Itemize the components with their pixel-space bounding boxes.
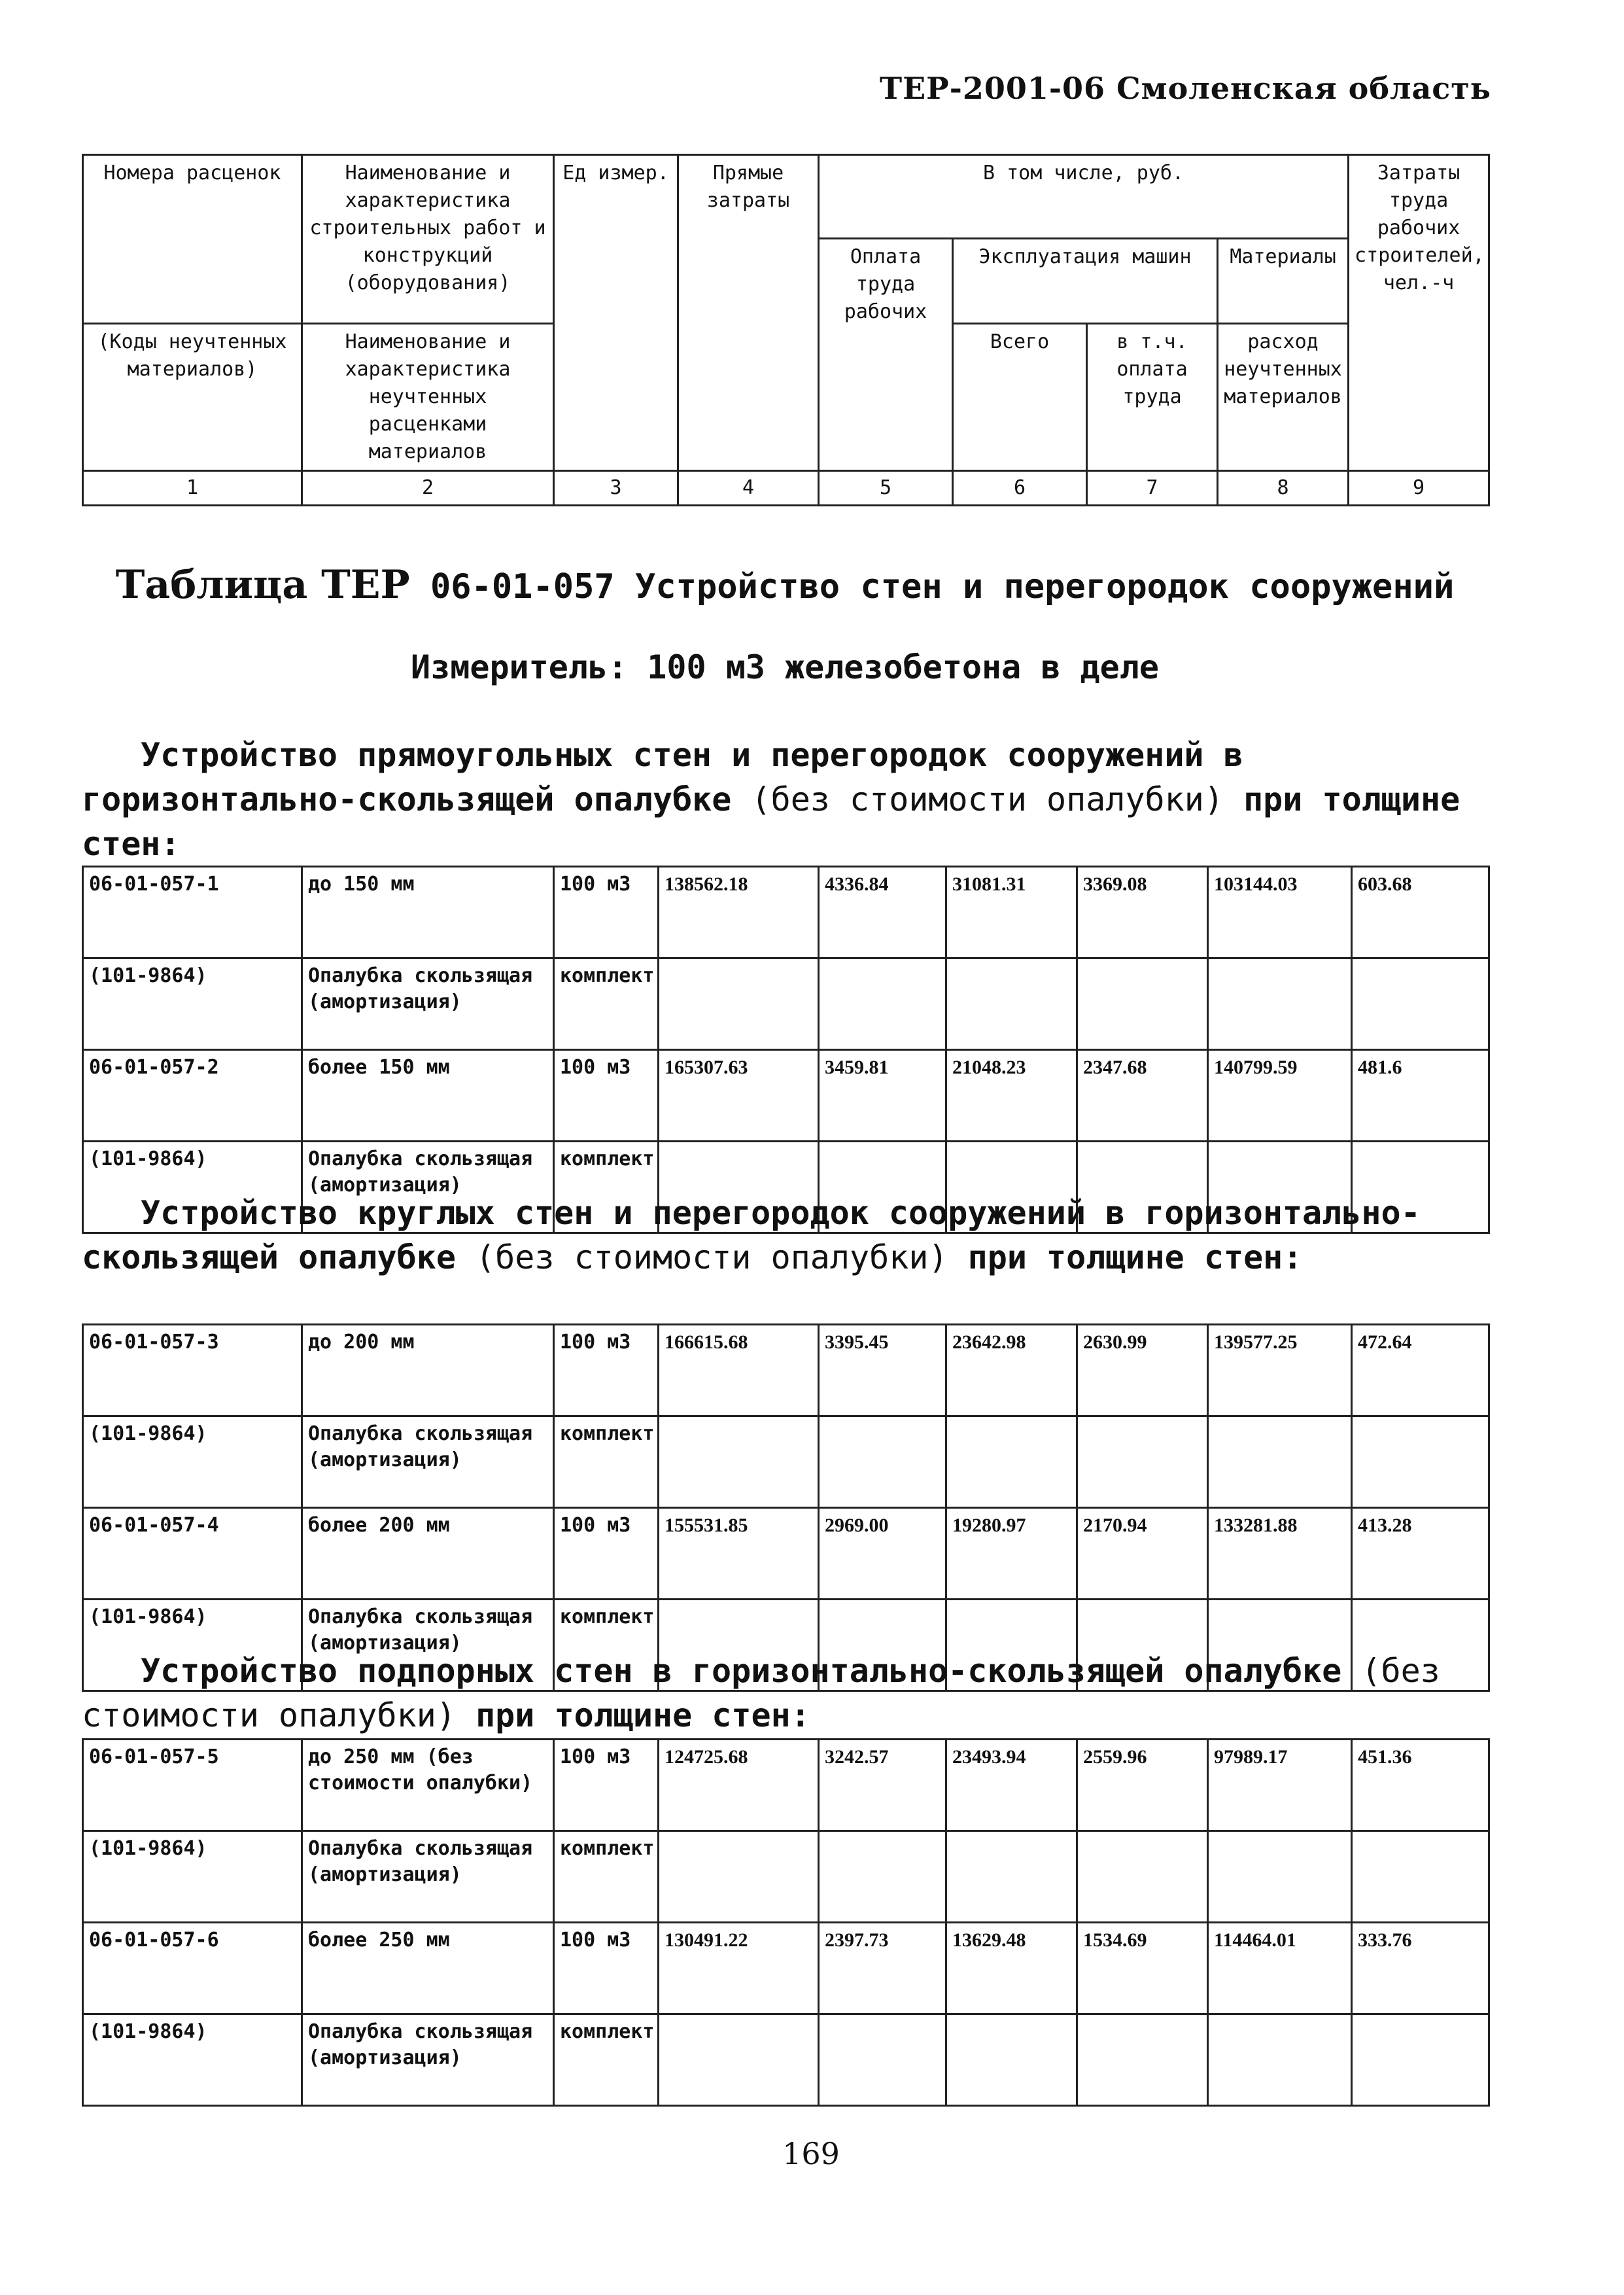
table-measure: Измеритель: 100 м3 железобетона в деле	[411, 648, 1159, 686]
direct-costs	[659, 958, 819, 1050]
table-row	[83, 1923, 1489, 2014]
table-row	[83, 867, 1489, 958]
page-number: 169	[782, 2136, 840, 2171]
header-wages-cell: Оплата труда рабочих	[819, 239, 953, 471]
column-number: 2	[302, 471, 554, 506]
unit: 100 м3	[554, 1050, 659, 1142]
machines-wages	[1077, 1831, 1208, 1923]
running-header: ТЕР-2001-06 Смоленская область	[879, 71, 1491, 106]
table-row	[83, 1508, 1489, 1600]
table-row	[83, 1740, 1489, 1831]
table-row	[83, 958, 1489, 1050]
labor-hours: 603.68	[1352, 867, 1489, 958]
labor-hours: 413.28	[1352, 1508, 1489, 1600]
direct-costs	[659, 1416, 819, 1508]
wages	[819, 2014, 946, 2106]
wages: 3395.45	[819, 1325, 946, 1416]
direct-costs	[659, 2014, 819, 2106]
unit: 100 м3	[554, 1508, 659, 1600]
machines-wages: 2347.68	[1077, 1050, 1208, 1142]
rates-table	[82, 866, 1490, 1234]
table-title-lead: Таблица ТЕР	[115, 562, 410, 608]
header-code-cell: Номера расценок	[83, 155, 302, 324]
direct-costs: 166615.68	[659, 1325, 819, 1416]
machines-wages	[1077, 2014, 1208, 2106]
rate-code: 06-01-057-4	[83, 1508, 302, 1600]
column-number: 8	[1218, 471, 1349, 506]
materials: 103144.03	[1208, 867, 1352, 958]
header-material-codes-cell: (Коды неучтенных материалов)	[83, 324, 302, 471]
labor-hours: 472.64	[1352, 1325, 1489, 1416]
labor-hours: 333.76	[1352, 1923, 1489, 2014]
material-name: Опалубка скользящая (амортизация)	[302, 1831, 554, 1923]
wages	[819, 958, 946, 1050]
rate-code: 06-01-057-3	[83, 1325, 302, 1416]
header-machines-wages-cell: в т.ч. оплата труда	[1087, 324, 1218, 471]
rate-code: 06-01-057-6	[83, 1923, 302, 2014]
unit: комплект	[554, 1142, 659, 1233]
machines-wages: 2630.99	[1077, 1325, 1208, 1416]
work-name: до 150 мм	[302, 867, 554, 958]
labor-hours: 451.36	[1352, 1740, 1489, 1831]
wages: 2397.73	[819, 1923, 946, 2014]
header-material-names-cell: Наименование и характеристика неучтенных расценками материалов	[302, 324, 554, 471]
machines-total	[946, 2014, 1077, 2106]
work-name: до 250 мм (без стоимости опалубки)	[302, 1740, 554, 1831]
unit: комплект	[554, 958, 659, 1050]
machines-wages	[1077, 958, 1208, 1050]
column-number: 6	[953, 471, 1087, 506]
work-name: более 150 мм	[302, 1050, 554, 1142]
work-name: более 200 мм	[302, 1508, 554, 1600]
column-header-table	[82, 154, 1490, 506]
machines-total: 21048.23	[946, 1050, 1077, 1142]
table-row	[83, 2014, 1489, 2106]
column-number: 7	[1087, 471, 1218, 506]
header-material-usage-cell: расход неучтенных материалов	[1218, 324, 1349, 471]
materials	[1208, 2014, 1352, 2106]
rate-code: 06-01-057-2	[83, 1050, 302, 1142]
material-name: Опалубка скользящая (амортизация)	[302, 2014, 554, 2106]
direct-costs: 130491.22	[659, 1923, 819, 2014]
material-code: (101-9864)	[83, 1416, 302, 1508]
header-including-group: В том числе, руб.	[819, 155, 1349, 239]
column-number: 9	[1349, 471, 1489, 506]
unit: 100 м3	[554, 1740, 659, 1831]
unit: 100 м3	[554, 1325, 659, 1416]
material-code: (101-9864)	[83, 1831, 302, 1923]
machines-wages: 3369.08	[1077, 867, 1208, 958]
direct-costs: 155531.85	[659, 1508, 819, 1600]
machines-total	[946, 958, 1077, 1050]
header-labor-hours-cell: Затраты труда рабочих строителей, чел.-ч	[1349, 155, 1489, 471]
materials: 133281.88	[1208, 1508, 1352, 1600]
column-number: 4	[678, 471, 819, 506]
unit: комплект	[554, 1416, 659, 1508]
machines-wages: 1534.69	[1077, 1923, 1208, 2014]
column-number: 1	[83, 471, 302, 506]
table-row	[83, 1416, 1489, 1508]
section-title: Устройство подпорных стен в горизонтально-скользящей опалубке (без стоимости опалубки) при толщине стен:	[82, 1652, 1440, 1734]
labor-hours: 481.6	[1352, 1050, 1489, 1142]
unit: комплект	[554, 1831, 659, 1923]
wages: 3459.81	[819, 1050, 946, 1142]
direct-costs: 138562.18	[659, 867, 819, 958]
work-name: до 200 мм	[302, 1325, 554, 1416]
material-code: (101-9864)	[83, 2014, 302, 2106]
labor-hours	[1352, 2014, 1489, 2106]
machines-total: 23493.94	[946, 1740, 1077, 1831]
header-name-cell: Наименование и характеристика строительных работ и конструкций (оборудования)	[302, 155, 554, 324]
wages: 4336.84	[819, 867, 946, 958]
material-code: (101-9864)	[83, 1142, 302, 1233]
machines-wages	[1077, 1416, 1208, 1508]
column-number: 3	[554, 471, 678, 506]
unit: комплект	[554, 2014, 659, 2106]
machines-total: 23642.98	[946, 1325, 1077, 1416]
header-direct-costs-cell: Прямые затраты	[678, 155, 819, 471]
machines-wages: 2170.94	[1077, 1508, 1208, 1600]
machines-total: 13629.48	[946, 1923, 1077, 2014]
table-row	[83, 1050, 1489, 1142]
column-number: 5	[819, 471, 953, 506]
direct-costs	[659, 1831, 819, 1923]
material-code: (101-9864)	[83, 958, 302, 1050]
rates-table	[82, 1738, 1490, 2107]
rates-table	[82, 1323, 1490, 1692]
wages: 3242.57	[819, 1740, 946, 1831]
wages	[819, 1831, 946, 1923]
work-name: более 250 мм	[302, 1923, 554, 2014]
rate-code: 06-01-057-5	[83, 1740, 302, 1831]
machines-wages: 2559.96	[1077, 1740, 1208, 1831]
materials: 140799.59	[1208, 1050, 1352, 1142]
table-row	[83, 1325, 1489, 1416]
unit: 100 м3	[554, 867, 659, 958]
table-row	[83, 1831, 1489, 1923]
labor-hours	[1352, 1831, 1489, 1923]
wages	[819, 1416, 946, 1508]
materials: 97989.17	[1208, 1740, 1352, 1831]
table-title-text: 06-01-057 Устройство стен и перегородок сооружений	[430, 567, 1455, 606]
direct-costs: 165307.63	[659, 1050, 819, 1142]
materials	[1208, 1416, 1352, 1508]
machines-total	[946, 1831, 1077, 1923]
rate-code: 06-01-057-1	[83, 867, 302, 958]
material-name: Опалубка скользящая (амортизация)	[302, 958, 554, 1050]
section-title: Устройство прямоугольных стен и перегородок сооружений в горизонтально-скользящей опалубке (без стоимости опалубки) при толщине стен:	[82, 736, 1460, 863]
material-name: Опалубка скользящая (амортизация)	[302, 1142, 554, 1233]
machines-total	[946, 1416, 1077, 1508]
unit: 100 м3	[554, 1923, 659, 2014]
material-name: Опалубка скользящая (амортизация)	[302, 1416, 554, 1508]
materials	[1208, 1831, 1352, 1923]
labor-hours	[1352, 958, 1489, 1050]
header-machines-total-cell: Всего	[953, 324, 1087, 471]
header-materials-cell: Материалы	[1218, 239, 1349, 324]
table-title	[82, 564, 1488, 608]
materials	[1208, 958, 1352, 1050]
header-machines-group: Эксплуатация машин	[953, 239, 1218, 324]
material-code: (101-9864)	[83, 1600, 302, 1691]
machines-total: 19280.97	[946, 1508, 1077, 1600]
labor-hours	[1352, 1416, 1489, 1508]
material-name: Опалубка скользящая (амортизация)	[302, 1600, 554, 1691]
materials: 114464.01	[1208, 1923, 1352, 2014]
direct-costs: 124725.68	[659, 1740, 819, 1831]
section-title: Устройство круглых стен и перегородок сооружений в горизонтально-скользящей опалубке (без стоимости опалубки) при толщине стен:	[82, 1194, 1421, 1276]
header-unit-cell: Ед измер.	[554, 155, 678, 471]
unit: комплект	[554, 1600, 659, 1691]
wages: 2969.00	[819, 1508, 946, 1600]
machines-total: 31081.31	[946, 867, 1077, 958]
materials: 139577.25	[1208, 1325, 1352, 1416]
